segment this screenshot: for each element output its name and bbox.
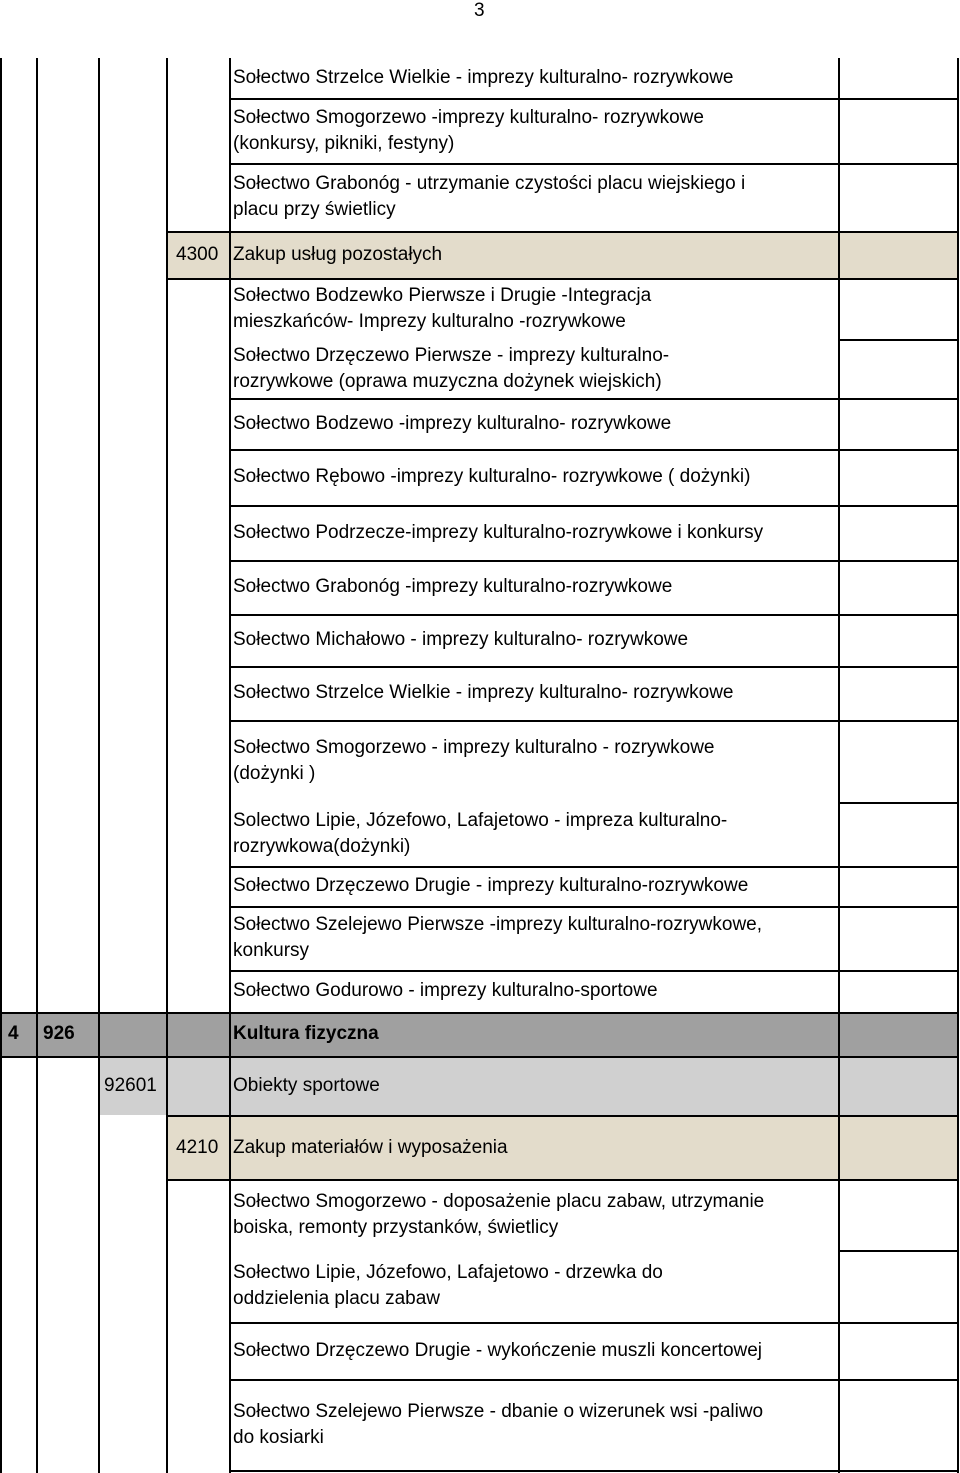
grid-hline — [229, 505, 959, 507]
grid-hline — [229, 970, 959, 972]
row-description: (dożynki ) — [233, 763, 316, 784]
grid-vline — [0, 58, 2, 1473]
grid-hline — [166, 1115, 959, 1117]
row-description: Sołectwo Smogorzewo - imprezy kulturalno - rozrywkowe — [233, 737, 715, 758]
grid-hline — [229, 666, 959, 668]
row-description: Sołectwo Grabonóg - utrzymanie czystości placu wiejskiego i — [233, 173, 746, 194]
grid-hline — [166, 231, 959, 233]
row-description: Obiekty sportowe — [233, 1074, 380, 1096]
row-chapter-code: 92601 — [104, 1074, 157, 1096]
row-description: (konkursy, pikniki, festyny) — [233, 132, 455, 154]
grid-hline — [229, 1322, 959, 1324]
grid-hline — [838, 339, 959, 341]
page-number: 3 — [474, 0, 485, 21]
row-description: Sołectwo Smogorzewo -imprezy kulturalno- rozrywkowe — [233, 106, 704, 128]
row-description: Sołectwo Drzęczewo Drugie - wykończenie muszli koncertowej — [233, 1339, 763, 1361]
grid-hline — [229, 866, 959, 868]
row-description: rozrywkowe (oprawa muzyczna dożynek wiejskich) — [233, 370, 662, 392]
row-description: Sołectwo Bodzewko Pierwsze i Drugie -Integracja — [233, 284, 652, 306]
grid-hline — [229, 906, 959, 908]
row-description: rozrywkowa(dożynki) — [233, 836, 411, 857]
grid-hline — [0, 1056, 959, 1058]
row-description: Sołectwo Smogorzewo - doposażenie placu zabaw, utrzymanie — [233, 1190, 765, 1212]
grid-hline — [229, 560, 959, 562]
row-description: Sołectwo Drzęczewo Pierwsze - imprezy kulturalno- — [233, 344, 670, 366]
grid-hline — [838, 1250, 959, 1252]
grid-vline — [957, 58, 959, 1473]
row-description: boiska, remonty przystanków, świetlicy — [233, 1216, 559, 1238]
row-description: Sołectwo Podrzecze-imprezy kulturalno-rozrywkowe i konkursy — [233, 521, 764, 543]
grid-hline — [0, 1012, 959, 1014]
grid-vline — [838, 58, 840, 1473]
row-description: Sołectwo Strzelce Wielkie - imprezy kulturalno- rozrywkowe — [233, 67, 734, 88]
row-description: konkursy — [233, 940, 310, 961]
row-description: oddzielenia placu zabaw — [233, 1288, 441, 1309]
row-description: Sołectwo Grabonóg -imprezy kulturalno-rozrywkowe — [233, 576, 673, 597]
row-description: Sołectwo Bodzewo -imprezy kulturalno- rozrywkowe — [233, 412, 672, 434]
row-description: Zakup usług pozostałych — [233, 243, 443, 265]
row-description: Kultura fizyczna — [233, 1023, 379, 1044]
row-paragraph-code: 4210 — [176, 1137, 219, 1158]
grid-hline — [166, 1179, 959, 1181]
row-description: Sołectwo Szelejewo Pierwsze - dbanie o wizerunek wsi -paliwo — [233, 1400, 764, 1422]
row-description: Sołectwo Rębowo -imprezy kulturalno- rozrywkowe ( dożynki) — [233, 466, 751, 487]
row-description: Sołectwo Szelejewo Pierwsze -imprezy kulturalno-rozrywkowe, — [233, 914, 763, 935]
grid-hline — [229, 614, 959, 616]
row-description: Sołectwo Strzelce Wielkie - imprezy kulturalno- rozrywkowe — [233, 682, 734, 703]
row-description: Sołectwo Lipie, Józefowo, Lafajetowo - drzewka do — [233, 1262, 663, 1283]
row-number: 4 — [8, 1023, 19, 1044]
row-description: mieszkańców- Imprezy kulturalno -rozrywkowe — [233, 310, 626, 332]
row-department: 926 — [43, 1023, 75, 1044]
section-band-926 — [0, 1012, 958, 1056]
row-description: Sołectwo Drzęczewo Drugie - imprezy kulturalno-rozrywkowe — [233, 875, 749, 896]
row-paragraph-code: 4300 — [176, 243, 219, 265]
row-description: Sołectwo Michałowo - imprezy kulturalno- rozrywkowe — [233, 629, 689, 650]
grid-hline — [838, 802, 959, 804]
grid-vline — [166, 58, 168, 1473]
row-description: placu przy świetlicy — [233, 199, 396, 220]
grid-vline — [36, 58, 38, 1473]
row-description: Solectwo Lipie, Józefowo, Lafajetowo - impreza kulturalno- — [233, 810, 728, 831]
row-description: do kosiarki — [233, 1426, 324, 1448]
grid-hline — [229, 449, 959, 451]
grid-vline — [98, 58, 100, 1473]
grid-hline — [229, 98, 959, 100]
section-band-92601 — [98, 1056, 958, 1115]
grid-vline — [229, 58, 231, 1473]
grid-hline — [229, 398, 959, 400]
row-description: Sołectwo Godurowo - imprezy kulturalno-sportowe — [233, 980, 658, 1001]
grid-hline — [229, 163, 959, 165]
grid-hline — [229, 720, 959, 722]
grid-hline — [166, 278, 959, 280]
grid-hline — [229, 1470, 959, 1472]
grid-hline — [229, 1379, 959, 1381]
row-description: Zakup materiałów i wyposażenia — [233, 1137, 508, 1158]
